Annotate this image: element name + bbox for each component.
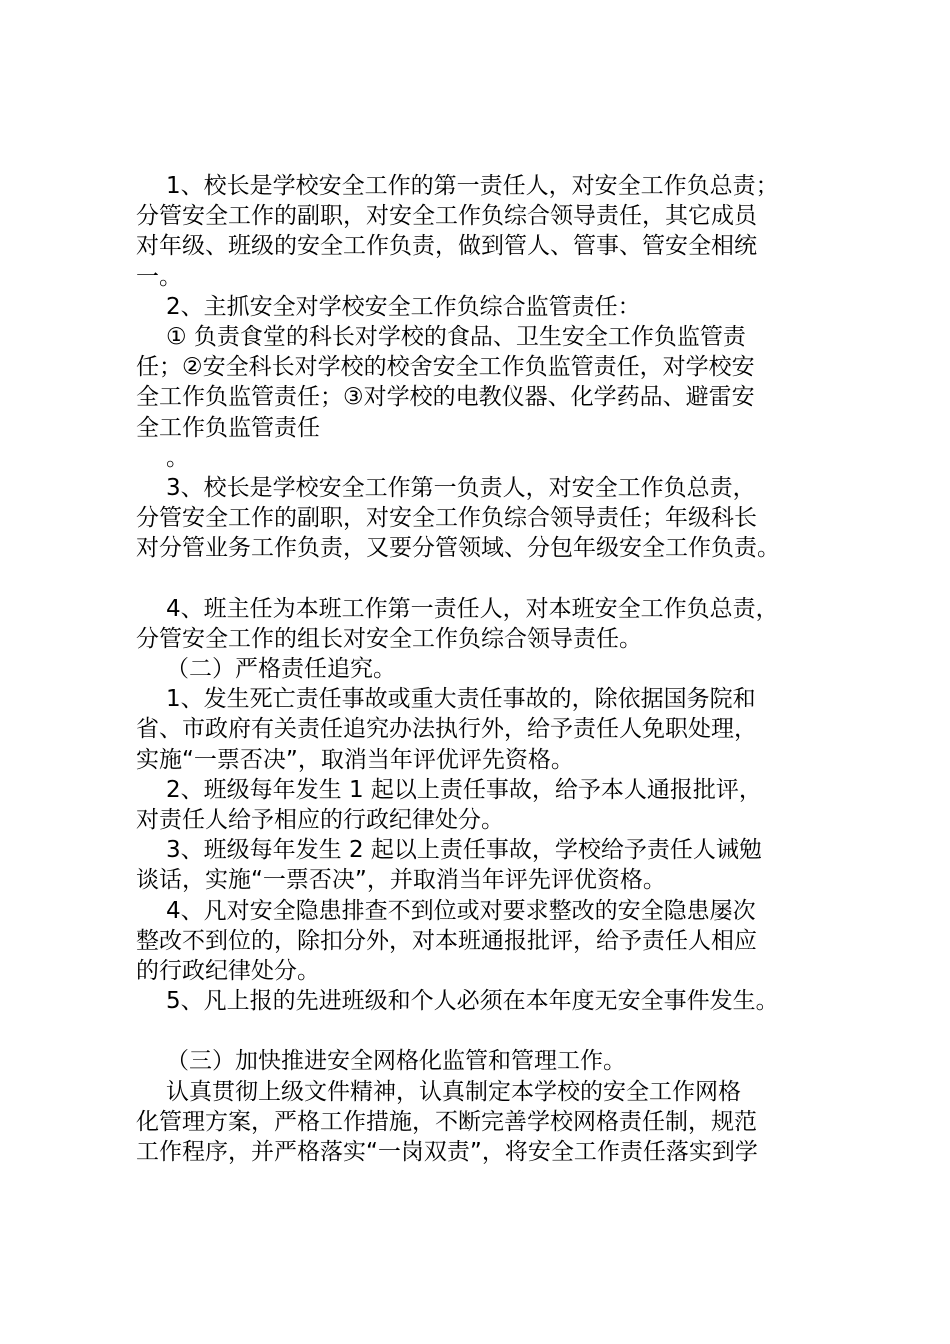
paragraph-line: 分管安全工作的副职，对安全工作负综合领导责任，其它成员 <box>136 203 757 230</box>
paragraph-line: 工作程序，并严格落实“一岗双责”，将安全工作责任落实到学 <box>136 1139 758 1165</box>
paragraph-line: 对分管业务工作负责，又要分管领域、分包年级安全工作负责。 <box>136 535 780 562</box>
paragraph-line: 整改不到位的，除扣分外，对本班通报批评，给予责任人相应 <box>136 927 757 954</box>
section-heading: （三）加快推进安全网格化监管和管理工作。 <box>166 1048 626 1075</box>
paragraph-line: 省、市政府有关责任追究办法执行外，给予责任人免职处理， <box>136 716 757 743</box>
document-body <box>136 171 836 1167</box>
paragraph-line: 认真贯彻上级文件精神，认真制定本学校的安全工作网格 <box>166 1078 741 1105</box>
paragraph-line: 分管安全工作的副职，对安全工作负综合领导责任；年级科长 <box>136 505 757 532</box>
paragraph-line: 全工作负监管责任；③对学校的电教仪器、化学药品、避雷安 <box>136 384 755 411</box>
paragraph-line: 一。 <box>136 263 182 290</box>
paragraph-line: 分管安全工作的组长对安全工作负综合领导责任。 <box>136 625 642 652</box>
paragraph-line: 3、校长是学校安全工作第一负责人，对安全工作负总责， <box>166 474 756 501</box>
paragraph-line: 任；②安全科长对学校的校舍安全工作负监管责任，对学校安 <box>136 354 755 381</box>
paragraph-line: 5、凡上报的先进班级和个人必须在本年度无安全事件发生。 <box>166 988 779 1015</box>
paragraph-line: 3、班级每年发生 2 起以上责任事故，学校给予责任人诫勉 <box>166 837 762 864</box>
paragraph-line: 的行政纪律处分。 <box>136 957 320 984</box>
paragraph-line: 全工作负监管责任 <box>136 414 320 441</box>
paragraph-line: 2、班级每年发生 1 起以上责任事故，给予本人通报批评， <box>166 776 762 803</box>
blank-line <box>136 1016 836 1046</box>
blank-line <box>136 563 836 593</box>
paragraph-line: 2、主抓安全对学校安全工作负综合监管责任： <box>166 293 641 320</box>
paragraph-line: 4、凡对安全隐患排查不到位或对要求整改的安全隐患屡次 <box>166 897 756 924</box>
paragraph-line: 。 <box>166 444 189 471</box>
paragraph-line: 化管理方案，严格工作措施，不断完善学校网格责任制，规范 <box>136 1108 757 1135</box>
paragraph-line: ① 负责食堂的科长对学校的食品、卫生安全工作负监管责 <box>166 323 746 350</box>
paragraph-line: 1、校长是学校安全工作的第一责任人，对安全工作负总责； <box>166 173 779 199</box>
paragraph-line: 1、发生死亡责任事故或重大责任事故的，除依据国务院和 <box>166 686 756 713</box>
paragraph-line: 对年级、班级的安全工作负责，做到管人、管事、管安全相统 <box>136 233 757 260</box>
section-heading: （二）严格责任追究。 <box>166 656 396 682</box>
paragraph-line: 对责任人给予相应的行政纪律处分。 <box>136 806 504 833</box>
paragraph-line: 谈话，实施“一票否决”，并取消当年评先评优资格。 <box>136 867 666 894</box>
paragraph-line: 实施“一票否决”，取消当年评优评先资格。 <box>136 746 574 773</box>
paragraph-line: 4、班主任为本班工作第一责任人，对本班安全工作负总责， <box>166 595 779 622</box>
